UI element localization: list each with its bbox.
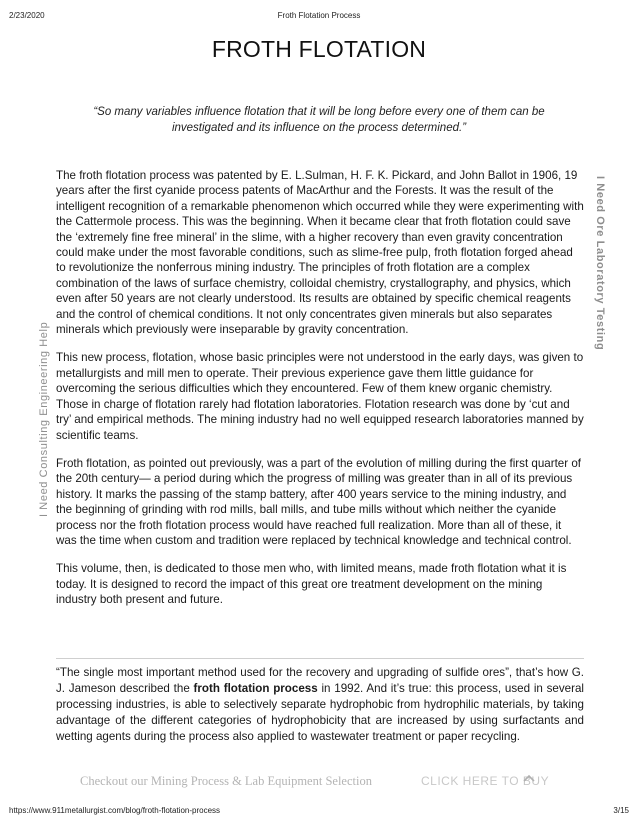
excerpt-paragraph	[56, 665, 584, 762]
print-page-number: 3/15	[613, 806, 629, 815]
intro-quote: “So many variables influence flotation that it will be long before every one of them can be investigated and its influence on the process determined.”	[93, 106, 545, 134]
print-date: 2/23/2020	[9, 11, 45, 20]
consulting-side-tab[interactable]: I Need Consulting Engineering Help	[38, 321, 50, 517]
excerpt-text-end: in 1992. And it’s true: this process, used in several processing industries, is able to selectively separate hydrophobic from hydrophilic materials, by taking advantage of the different categories of hydrophobicity that are increased by using surfactants and wetting agents during the process also applied to wastewater treatment or paper recycling.	[56, 682, 584, 743]
print-page-title: Froth Flotation Process	[277, 11, 361, 20]
paragraph: Froth flotation, as pointed out previously, was a part of the evolution of milling during the first quarter of the 20th century— a period during which the progress of milling was greater than in all of its previous history. It marks the passing of the stamp battery, after 400 years service to the mining industry, and the beginning of grinding with rod mills, ball mills, and tube mills without which neither the cyanide process nor the froth flotation process would have reached full realization. More than all of these, it was the time when custom and tradition were replaced by technical knowledge and technical control.	[56, 456, 582, 547]
chevron-up-icon[interactable]	[518, 770, 540, 788]
excerpt-text-start: “The single most important method used for the recovery and upgrading of sulfide ores”, that’s how G. J. Jameson described the	[56, 666, 584, 695]
print-url: https://www.911metallurgist.com/blog/froth-flotation-process	[9, 806, 221, 815]
excerpt-bold-term: froth flotation process	[193, 682, 318, 695]
click-here-button[interactable]: CLICK HERE TO BUY	[421, 774, 550, 788]
section-divider	[56, 658, 584, 659]
lab-testing-side-tab[interactable]: I Need Ore Laboratory Testing	[594, 176, 606, 351]
page-title: FROTH FLOTATION	[211, 36, 427, 62]
paragraph: This new process, flotation, whose basic principles were not understood in the early days, was given to metallurgists and mill men to operate. Their previous experience gave them little guidance for overcoming the serious difficulties which they encountered. Few of them knew organic chemistry. Those in charge of flotation rarely had flotation laboratories. Flotation research was done by ‘cut and try’ and empirical methods. The mining industry had no well equipped research laboratories manned by scientific teams.	[56, 351, 584, 442]
paragraph: The froth flotation process was patented by E. L.Sulman, H. F. K. Pickard, and John Ballot in 1906, 19 years after the first cyanide process patents of MacArthur and the Forests. It was the result of the intelligent recognition of a remarkable phenomenon which occurred while they were experimenting with the Cattermole process. This was the beginning. When it became clear that froth flotation could save the ‘extremely fine free mineral’ in the slime, with a higher recovery than even gravity concentration could make under the most favorable conditions, such as slime-free pulp, froth flotation forged ahead to revolutionize the nonferrous mining industry. The principles of froth flotation are a complex combination of the laws of surface chemistry, colloidal chemistry, crystallography, and physics, which even after 50 years are not clearly understood. Its results are obtained by specific chemical reagents and the control of chemical conditions. It not only concentrates given minerals but also separates minerals which previously were inseparable by gravity concentration.	[56, 169, 584, 337]
paragraph: This volume, then, is dedicated to those men who, with limited means, made froth flotation what it is today. It is designed to record the impact of this great ore treatment development on the mining industry both present and future.	[56, 562, 567, 607]
article-body	[56, 168, 584, 621]
equipment-cta-text[interactable]: Checkout our Mining Process & Lab Equipment Selection	[80, 774, 372, 788]
